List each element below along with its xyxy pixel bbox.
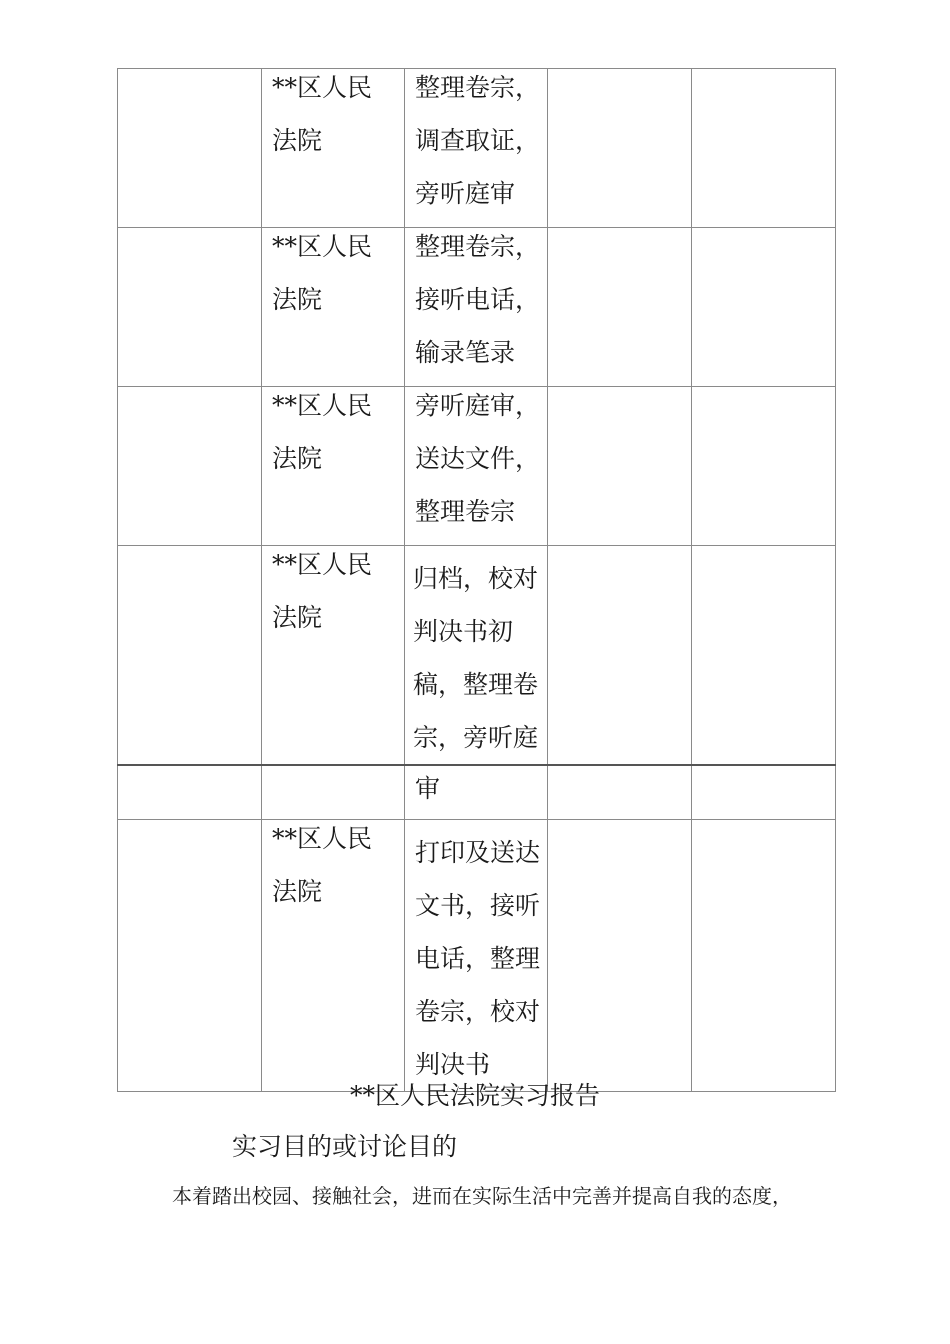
table-cell-empty — [692, 546, 836, 766]
table-cell-empty — [692, 819, 836, 1091]
table-row — [118, 765, 836, 819]
table-cell-content — [405, 387, 548, 546]
table-row — [118, 228, 836, 387]
body-paragraph: 本着踏出校园、接触社会，进而在实际生活中完善并提高自我的态度， — [172, 1184, 792, 1208]
table-row — [118, 819, 836, 1091]
place-text: **区人民法院 — [272, 823, 373, 906]
place-text: **区人民法院 — [272, 391, 373, 473]
table-cell-content — [405, 69, 548, 228]
table-cell-content — [405, 228, 548, 387]
table-cell-empty — [692, 228, 836, 387]
table-cell-empty — [548, 69, 692, 228]
table-row — [118, 546, 836, 766]
content-text: 归档，校对判决书初稿，整理卷宗，旁听庭 — [413, 564, 539, 752]
table-cell-empty — [692, 69, 836, 228]
table-cell-content — [405, 546, 548, 766]
table-cell-content — [405, 765, 548, 819]
content-text: 打印及送达文书，接听电话，整理卷宗，校对判决书 — [415, 837, 541, 1079]
table-cell-place — [262, 387, 405, 546]
place-text: **区人民法院 — [272, 232, 373, 314]
table-cell-empty — [548, 765, 692, 819]
content-text: 整理卷宗，调查取证，旁听庭审 — [415, 73, 541, 208]
table-cell-empty — [118, 69, 262, 228]
table-cell-content — [405, 819, 548, 1091]
report-title: **区人民法院实习报告 — [349, 1081, 600, 1110]
internship-log-table — [117, 68, 836, 1092]
table-cell-empty — [118, 228, 262, 387]
table-cell-place — [262, 69, 405, 228]
table-cell-empty — [548, 228, 692, 387]
table-cell-place — [262, 228, 405, 387]
table-cell-empty — [692, 765, 836, 819]
table-cell-empty — [548, 546, 692, 766]
table-cell-empty — [692, 387, 836, 546]
table-cell-empty — [118, 546, 262, 766]
table-cell-place — [262, 819, 405, 1091]
table-row — [118, 387, 836, 546]
table-cell-empty — [118, 387, 262, 546]
table-row — [118, 69, 836, 228]
content-text: 旁听庭审，送达文件，整理卷宗 — [415, 391, 541, 526]
table-cell-empty — [548, 387, 692, 546]
place-text: **区人民法院 — [272, 550, 373, 632]
section-heading: 实习目的或讨论目的 — [232, 1132, 458, 1161]
table-cell-empty — [548, 819, 692, 1091]
table-cell-place — [262, 546, 405, 766]
table-cell-empty — [118, 819, 262, 1091]
content-text: 整理卷宗，接听电话，输录笔录 — [415, 232, 541, 367]
table-cell-empty — [118, 765, 262, 819]
content-text: 审 — [415, 774, 441, 803]
place-text: **区人民法院 — [272, 73, 373, 155]
